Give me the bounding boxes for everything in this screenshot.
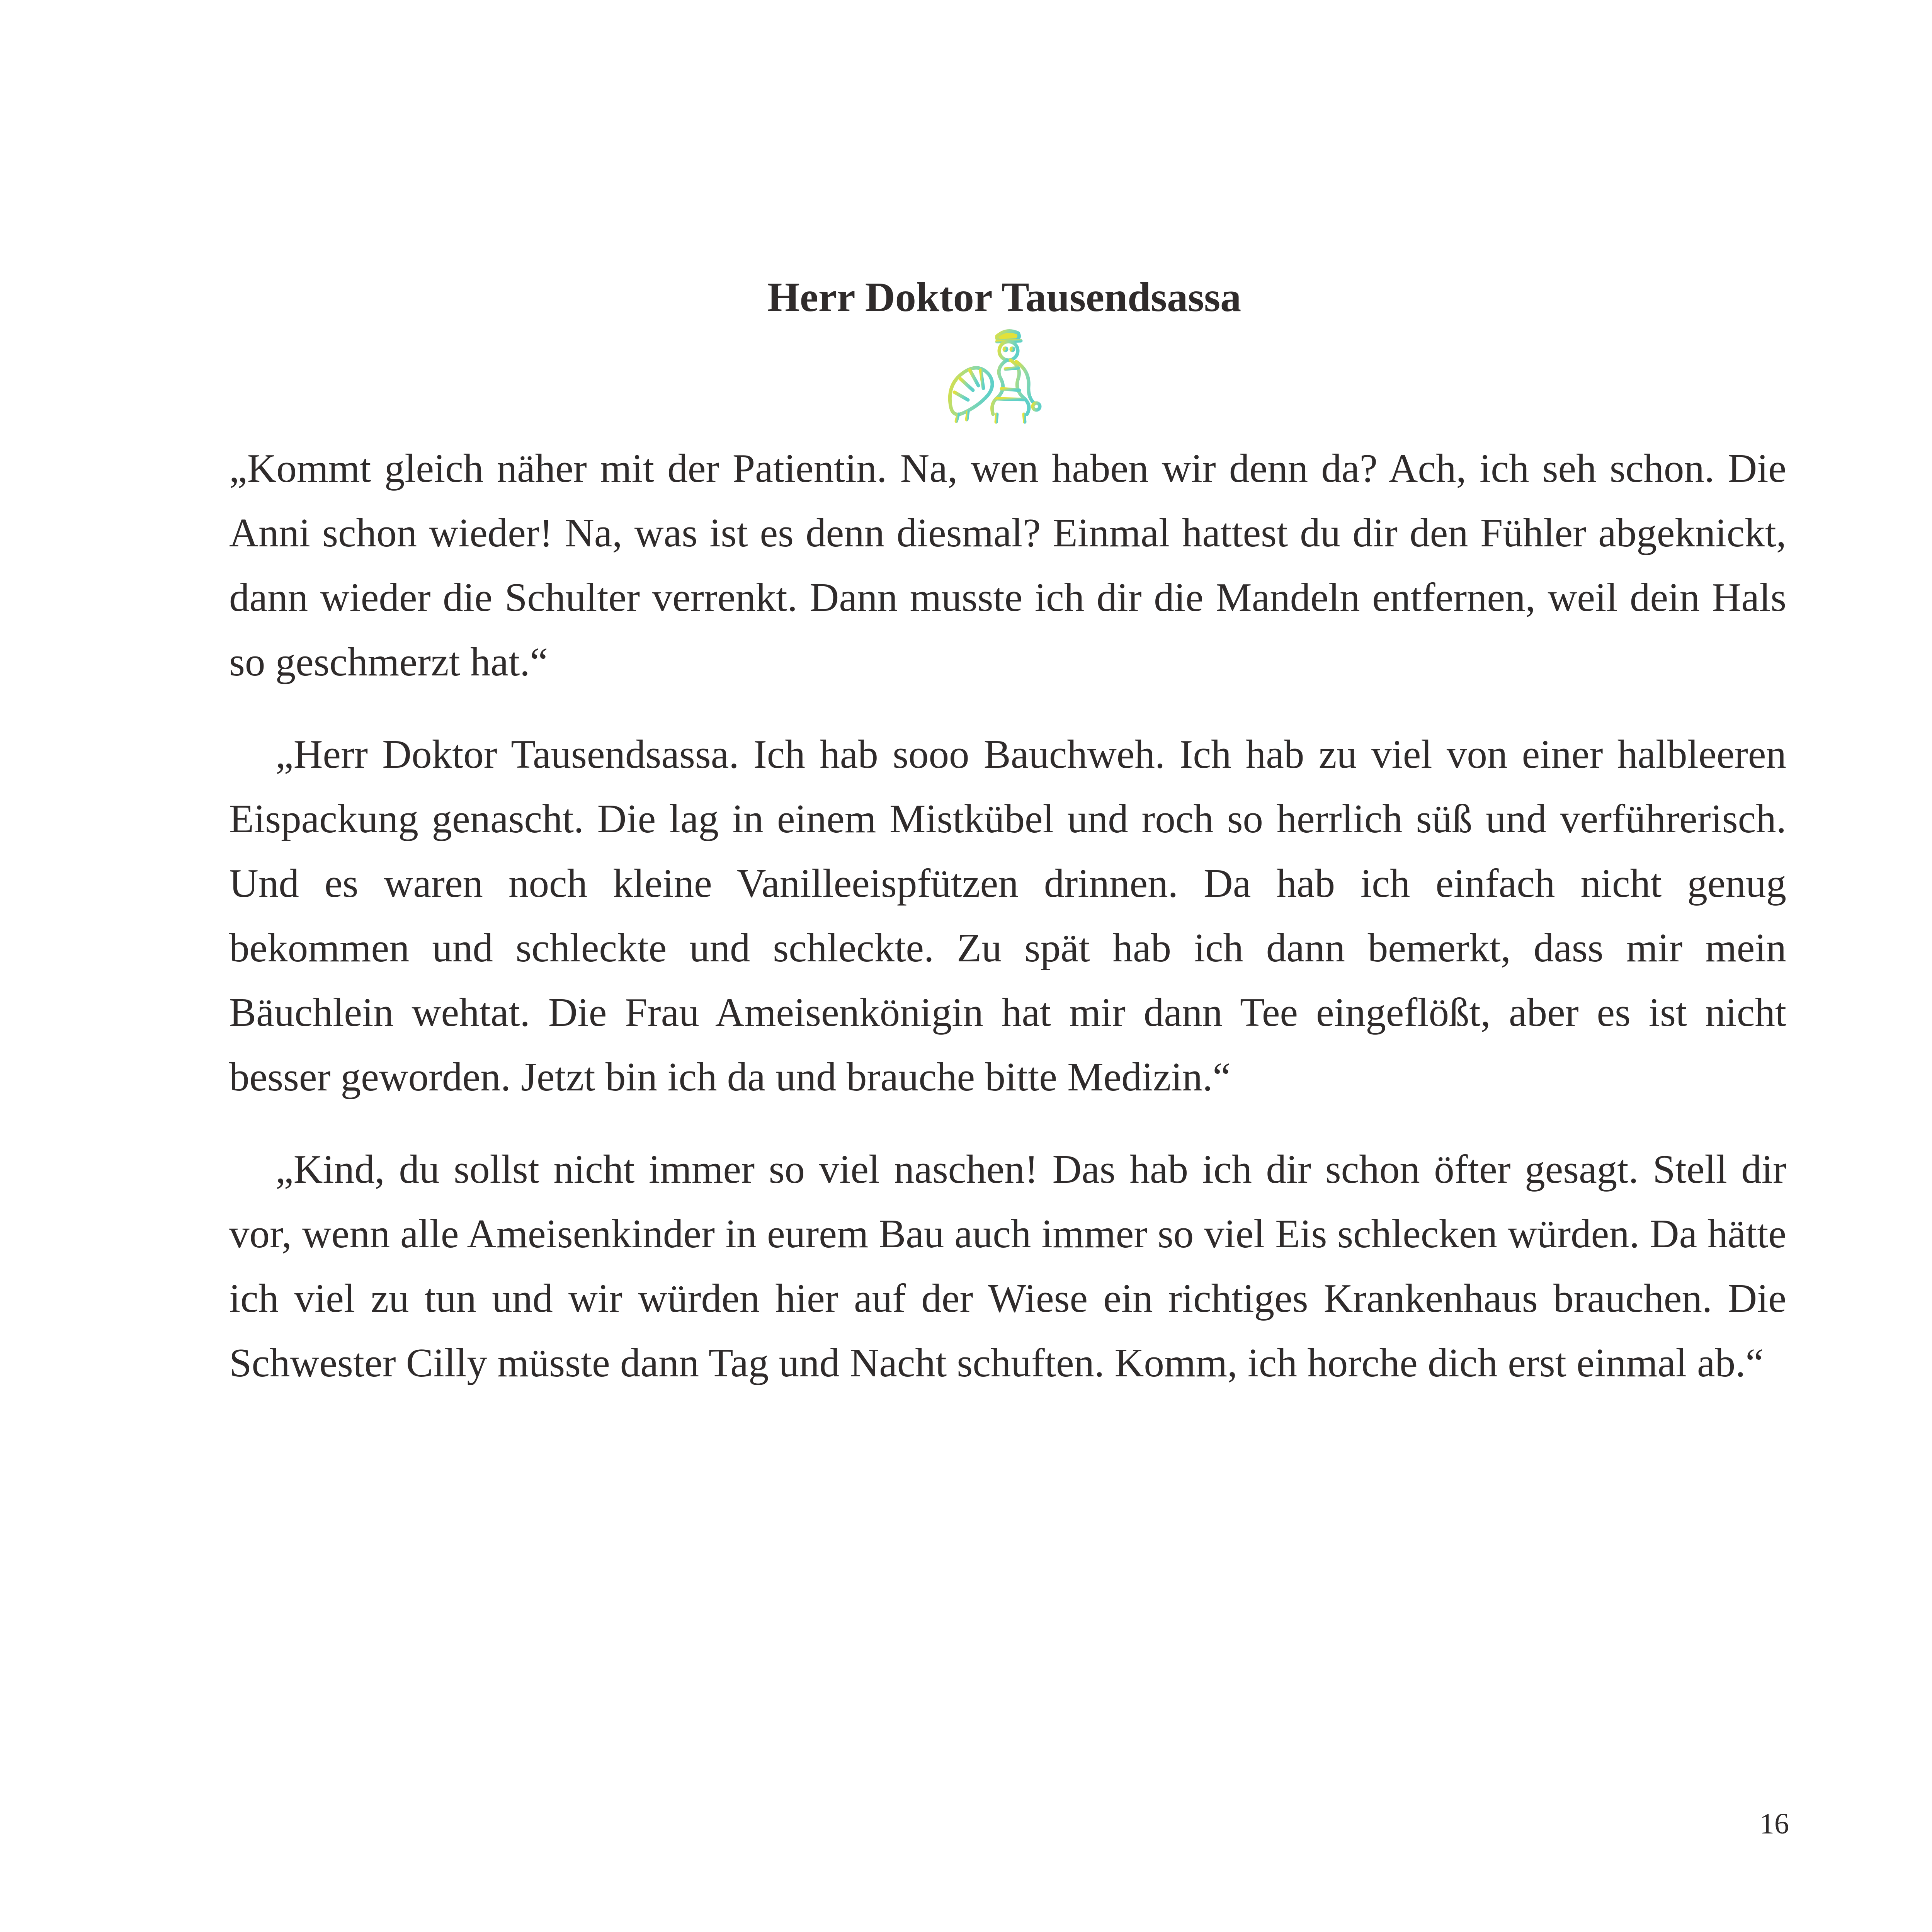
paragraph: „Kommt gleich näher mit der Patientin. Na, wen haben wir denn da? Ach, ich seh schon. Die Anni schon wieder! Na, was ist es denn diesmal? Einmal hattest du dir den Fühler abgeknickt, dann wieder die Schulter verrenkt. Dann musste ich dir die Mandeln entfernen, weil dein Hals so geschmerzt hat.“	[229, 446, 1786, 684]
chapter-title: Herr Doktor Tausendsassa	[767, 274, 1242, 320]
caterpillar-doctor-icon	[939, 325, 1051, 427]
page-number: 16	[1760, 1808, 1789, 1840]
paragraph: „Herr Doktor Tausendsassa. Ich hab sooo Bauchweh. Ich hab zu viel von einer halbleeren Eispackung genascht. Die lag in einem Mistkübel und roch so herrlich süß und verführerisch. Und es waren noch kleine Vanilleeispfützen drinnen. Da hab ich einfach nicht genug bekommen und schleckte und schleckte. Zu spät hab ich dann bemerkt, dass mir mein Bäuchlein wehtat. Die Frau Ameisenkönigin hat mir dann Tee eingeflößt, aber es ist nicht besser geworden. Jetzt bin ich da und brauche bitte Medizin.“	[229, 731, 1786, 1099]
paragraph: „Kind, du sollst nicht immer so viel naschen! Das hab ich dir schon öfter gesagt. Stell dir vor, wenn alle Ameisenkinder in eurem Bau auch immer so viel Eis schlecken würden. Da hätte ich viel zu tun und wir würden hier auf der Wiese ein richtiges Krankenhaus brauchen. Die Schwester Cilly müsste dann Tag und Nacht schuften. Komm, ich horche dich erst einmal ab.“	[229, 1146, 1786, 1385]
body-text	[229, 436, 1786, 1423]
